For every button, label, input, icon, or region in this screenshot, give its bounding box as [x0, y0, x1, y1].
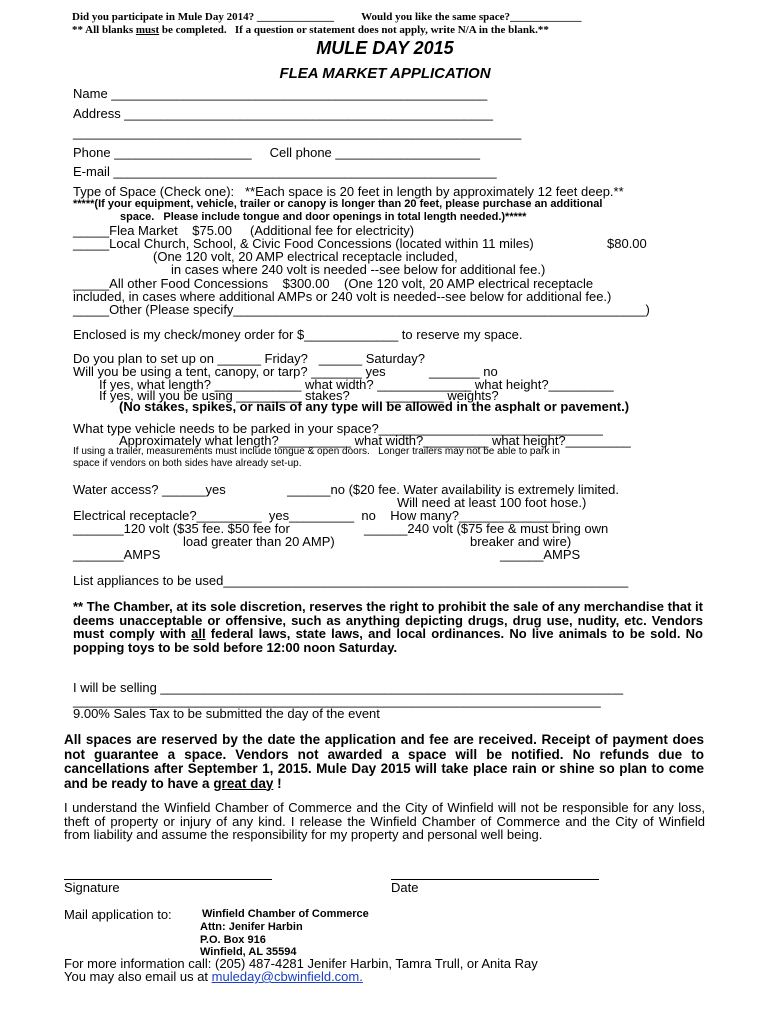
phone-field[interactable]: Phone ___________________ Cell phone ____________________ — [73, 145, 480, 160]
page-subtitle: FLEA MARKET APPLICATION — [279, 65, 491, 82]
page-title: MULE DAY 2015 — [316, 38, 454, 58]
option-120-volt-note: load greater than 20 AMP) — [183, 534, 335, 549]
vehicle-type-field[interactable]: What type vehicle needs to be parked in your space?_______________________________ — [73, 421, 603, 436]
option-240-volt[interactable]: ______240 volt ($75 fee & must bring own — [364, 521, 609, 536]
appliances-field[interactable]: List appliances to be used________________________________________________________ — [73, 573, 629, 588]
other-food-note: included, in cases where additional AMPs or 240 volt is needed--see below for additional fee.) — [73, 289, 612, 304]
date-label: Date — [391, 880, 419, 895]
enclosed-amount-field[interactable]: Enclosed is my check/money order for $_____________ to reserve my space. — [73, 327, 523, 342]
participation-question: Did you participate in Mule Day 2014? ______________ Would you like the same space?_____________ — [72, 11, 582, 23]
mail-org: Winfield Chamber of Commerce — [202, 908, 369, 920]
space-length-note-2: space. Please include tongue and door openings in total length needed.)***** — [120, 211, 527, 223]
stakes-question[interactable]: If yes, will you be using _________ stakes? ________ weights? — [99, 388, 499, 403]
local-food-note: (One 120 volt, 20 AMP electrical receptacle included, — [153, 249, 458, 264]
email-info-pre: You may also email us at — [64, 969, 212, 984]
tent-size-fields[interactable]: If yes, what length? ____________ what width? _____________ what height?_________ — [99, 377, 614, 392]
blanks-instruction-pre: ** All blanks — [72, 24, 136, 36]
chamber-policy-all: all — [191, 626, 206, 641]
option-120-volt[interactable]: _______120 volt ($35 fee. $50 fee for — [73, 521, 290, 536]
local-food-note-2: in cases where 240 volt is needed --see below for additional fee.) — [171, 262, 546, 277]
chamber-policy-post: federal laws, state laws, and local ordinances. No live animals to be sold. No popping toys to be sold before 12:00 noon Saturday. — [73, 626, 703, 655]
selling-field[interactable]: I will be selling ________________________________________________________________ — [73, 680, 624, 695]
date-line[interactable] — [391, 879, 599, 880]
address-field[interactable]: Address ___________________________________________________ — [73, 106, 494, 121]
local-food-price: $80.00 — [607, 236, 647, 251]
mail-city: Winfield, AL 35594 — [200, 946, 297, 958]
name-field[interactable]: Name ____________________________________________________ — [73, 86, 488, 101]
option-local-food[interactable]: _____Local Church, School, & Civic Food Concessions (located within 11 miles) — [73, 236, 534, 251]
water-access-question[interactable]: Water access? ______yes ______no ($20 fee. Water availability is extremely limited. — [73, 482, 620, 497]
water-hose-note: Will need at least 100 foot hose.) — [397, 495, 587, 510]
option-flea-market[interactable]: _____Flea Market $75.00 (Additional fee for electricity) — [73, 223, 415, 238]
address-line2-field[interactable]: ______________________________________________________________ — [73, 125, 522, 140]
mail-label: Mail application to: — [64, 907, 172, 922]
trailer-note-2: space if vendors on both sides have already set-up. — [73, 458, 302, 469]
reservation-policy-great-day: great day — [213, 775, 274, 791]
electrical-question[interactable]: Electrical receptacle?_________ yes_________ no How many?______________ — [73, 508, 561, 523]
blanks-instruction-must: must — [135, 24, 160, 36]
mail-attn: Attn: Jenifer Harbin — [200, 921, 303, 933]
reservation-policy — [64, 733, 704, 791]
mail-po-box: P.O. Box 916 — [200, 934, 266, 946]
tent-question[interactable]: Will you be using a tent, canopy, or tarp? _______ yes _______ no — [73, 364, 498, 379]
space-type-label: Type of Space (Check one): **Each space is 20 feet in length by approximately 12 feet deep.** — [73, 184, 624, 199]
chamber-policy-pre: ** The Chamber, at its sole discretion, reserves the right to prohibit the sale of any merchandise that it deems unacceptable or offensive, such as anything depicting drugs, drug use, nudity, etc. Vendors must comply with — [73, 599, 703, 641]
option-other-food[interactable]: _____All other Food Concessions $300.00 (One 120 volt, 20 AMP electrical receptacle — [73, 276, 594, 291]
reservation-policy-pre: All spaces are reserved by the date the application and fee are received. Receipt of payment does not guarantee a space. Vendors not awarded a space will be notified. No refunds due to cancellations after September 1, 2015. Mule Day 2015 will take place rain or shine so plan to come and be ready to have a — [64, 732, 704, 791]
stakes-warning: (No stakes, spikes, or nails of any type will be allowed in the asphalt or pavement.) — [119, 399, 630, 414]
amps-120-field[interactable]: _______AMPS — [73, 547, 161, 562]
email-field[interactable]: E-mail _____________________________________________________ — [73, 164, 497, 179]
selling-field-line2[interactable]: _________________________________________________________________________ — [73, 693, 601, 708]
blanks-instruction-post: be completed. If a question or statement does not apply, write N/A in the blank.** — [159, 24, 549, 36]
trailer-note: If using a trailer, measurements must include tongue & open doors. Longer trailers may not be able to park in — [73, 446, 560, 457]
chamber-policy — [73, 600, 703, 654]
option-other[interactable]: _____Other (Please specify_________________________________________________________) — [73, 302, 650, 317]
contact-info: For more information call: (205) 487-4281 Jenifer Harbin, Tamra Trull, or Anita Ray — [64, 956, 538, 971]
blanks-instruction — [72, 24, 549, 37]
signature-label: Signature — [64, 880, 120, 895]
sales-tax-note: 9.00% Sales Tax to be submitted the day of the event — [73, 706, 380, 721]
vehicle-size-fields[interactable]: Approximately what length?__________ what width?_________ what height?_________ — [119, 433, 631, 448]
option-240-volt-note: breaker and wire) — [470, 534, 572, 549]
liability-release: I understand the Winfield Chamber of Commerce and the City of Winfield will not be responsible for any loss, theft of property or injury of any kind. I release the Winfield Chamber of Commerce and the City of Winfield from liability and assume the responsibility for my property and personal well being. — [64, 800, 705, 842]
email-link[interactable]: muleday@cbwinfield.com. — [211, 969, 363, 984]
email-info — [64, 969, 363, 984]
amps-240-field[interactable]: ______AMPS — [500, 547, 581, 562]
reservation-policy-post: ! — [273, 775, 282, 791]
setup-day-question[interactable]: Do you plan to set up on ______ Friday? ______ Saturday? — [73, 351, 425, 366]
space-length-note: *****(If your equipment, vehicle, trailer or canopy is longer than 20 feet, please purchase an additional — [73, 198, 603, 210]
